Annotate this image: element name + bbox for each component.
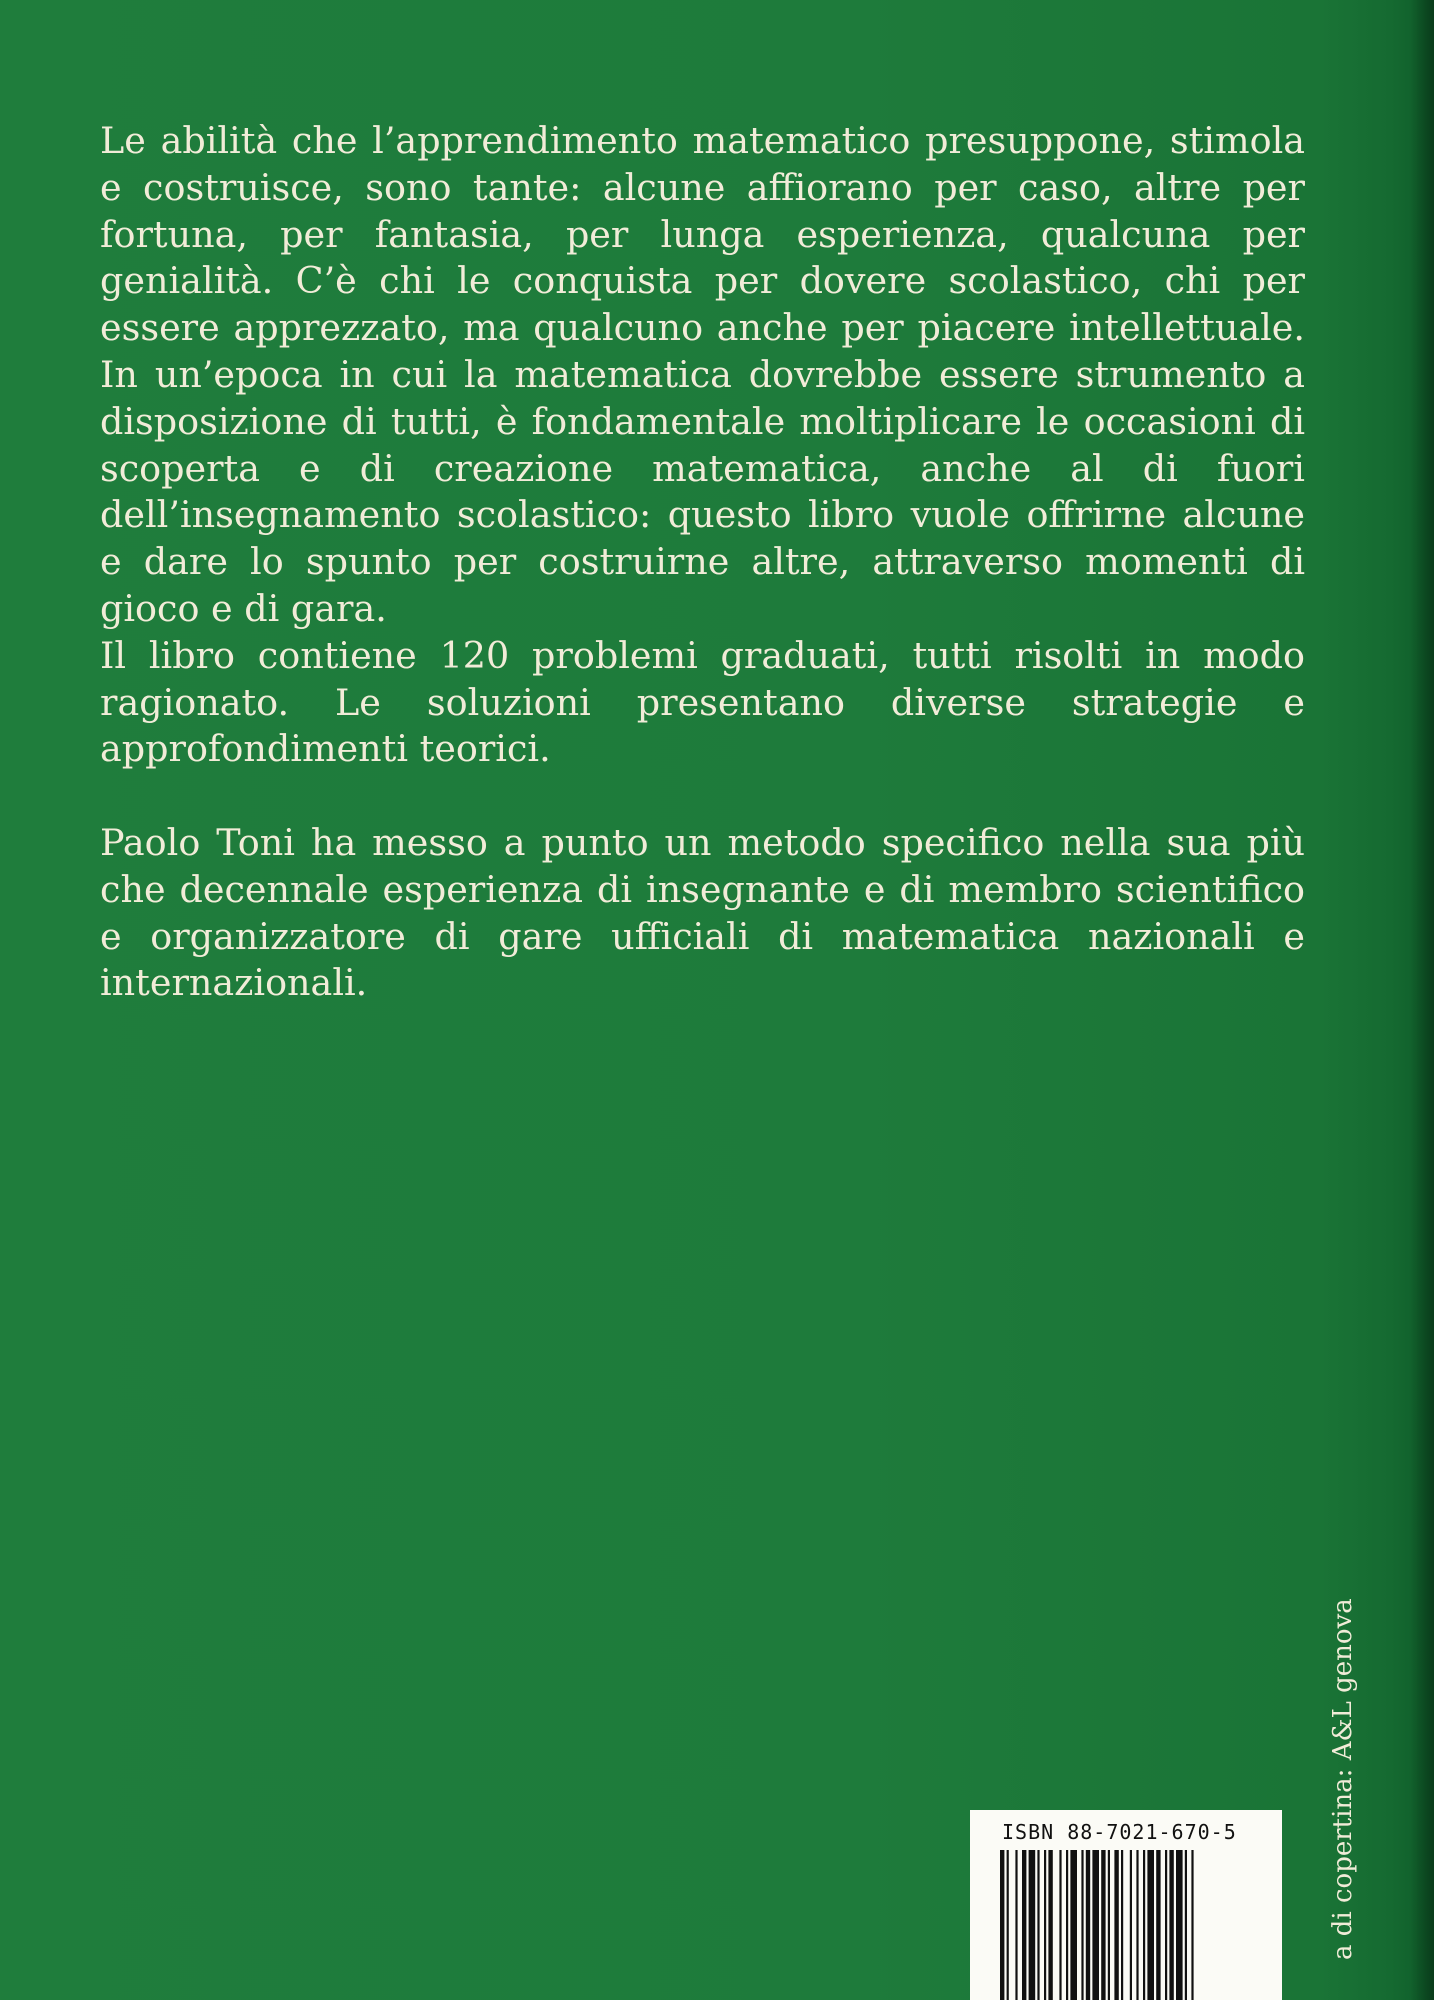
- barcode-bar: [1086, 1850, 1090, 2000]
- barcode-bar: [1121, 1850, 1123, 2000]
- description-text: [100, 118, 1305, 1007]
- barcode-bar: [1037, 1850, 1039, 2000]
- barcode-bar: [1165, 1850, 1167, 2000]
- barcode-bar: [1114, 1850, 1118, 2000]
- barcode-bar: [1191, 1850, 1193, 2000]
- barcode-bar: [1143, 1850, 1145, 2000]
- barcode-bar: [1185, 1850, 1187, 2000]
- barcode-bar: [1108, 1850, 1110, 2000]
- barcode-bar: [1176, 1850, 1183, 2000]
- barcode-bar: [1147, 1850, 1154, 2000]
- barcode-bar: [1022, 1850, 1026, 2000]
- description-paragraph-2: Il libro contiene 120 problemi graduati, tutti risolti in modo ragionato. Le soluzioni presentano diverse strategie e approfondimenti teorici.: [100, 633, 1305, 771]
- barcode-bar: [1000, 1850, 1004, 2000]
- barcode-bar: [1066, 1850, 1068, 2000]
- barcode-bar: [1070, 1850, 1077, 2000]
- author-bio: Paolo Toni ha messo a punto un metodo specifico nella sua più che decennale esperienza di insegnante e di membro scientifico e organizzatore di gare ufficiali di matematica nazionali e internazionali.: [100, 820, 1305, 1005]
- barcode-bar: [1015, 1850, 1017, 2000]
- description-paragraph-1: Le abilità che l’apprendimento matematico presuppone, stimola e costruisce, sono tante: alcune affiorano per caso, altre per fortuna, per fantasia, per lunga esperienza, qualcuna per genialità. C’è chi le conquista per dovere scolastico, chi per essere apprezzato, ma qualcuno anche per piacere intellettuale. In un’epoca in cui la matematica dovrebbe essere strumento a disposizione di tutti, è fondamentale moltiplicare le occasioni di scoperta e di creazione matematica, anche al di fuori dell’insegnamento scolastico: questo libro vuole offrirne alcune e dare lo spunto per costruirne altre, attraverso momenti di gioco e di gara.: [100, 119, 1305, 630]
- spine-shadow: [1410, 0, 1434, 2000]
- barcode-bar: [1081, 1850, 1083, 2000]
- barcode-label: [970, 1810, 1282, 2000]
- barcode-bar: [1048, 1850, 1052, 2000]
- barcode-bar: [1130, 1850, 1132, 2000]
- barcode-bar: [1169, 1850, 1173, 2000]
- cover-credit: a di copertina: A&L genova: [1328, 1598, 1358, 1960]
- barcode-bar: [1092, 1850, 1099, 2000]
- paragraph-gap: [100, 773, 1305, 820]
- barcode-bar: [1059, 1850, 1061, 2000]
- barcode-icon: [1000, 1850, 1250, 2000]
- barcode-bar: [1029, 1850, 1036, 2000]
- barcode-bar: [1136, 1850, 1138, 2000]
- barcode-bar: [1156, 1850, 1160, 2000]
- barcode-bar: [1007, 1850, 1009, 2000]
- barcode-bar: [1101, 1850, 1105, 2000]
- barcode-bar: [1044, 1850, 1046, 2000]
- isbn-number: ISBN 88-7021-670-5: [1002, 1820, 1237, 1844]
